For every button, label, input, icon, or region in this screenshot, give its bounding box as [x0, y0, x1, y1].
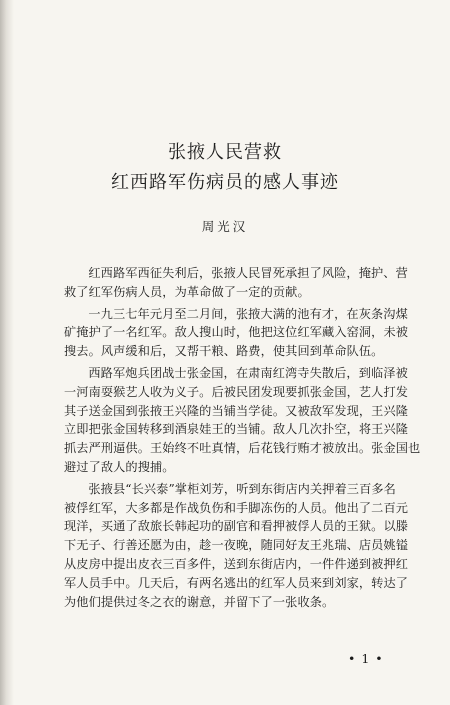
- text-line: 红西路军西征失利后，张掖人民冒死承担了风险，掩护、营: [88, 266, 408, 280]
- article-body: [64, 264, 421, 611]
- text-line: 下无子、行善还愿为由，趁一夜晚，随同好友王兆瑞、店员姚镒: [64, 538, 409, 553]
- text-line: 一九三七年元月至二月间，张掖大满的池有才，在灰条沟煤: [88, 306, 408, 321]
- page-number: • 1 •: [348, 651, 384, 666]
- text-line: 张掖县“长兴泰”掌柜刘芳，听到东街店内关押着三百多名: [88, 481, 396, 496]
- paragraph: [64, 480, 409, 612]
- text-line: 西路军炮兵团战士张金国，在肃南红湾寺失散后，到临泽被: [88, 365, 408, 380]
- text-line: 现洋，买通了敌旅长韩起功的副官和看押被俘人员的王狱。以滕: [64, 519, 409, 534]
- text-line: 被俘红军，大多都是作战负伤和手脚冻伤的人员。他出了二百元: [64, 500, 409, 515]
- text-line: 矿掩护了一名红军。敌人搜山时，他把这位红军藏入窑洞，未被: [64, 325, 409, 340]
- text-line: 从皮房中提出皮衣三百多件，送到东街店内，一件件递到被押红: [64, 556, 409, 571]
- text-line: 为他们提供过冬之衣的谢意，并留下了一张收条。: [64, 594, 335, 609]
- title-line-1: 张掖人民营救: [168, 142, 282, 163]
- text-line: 救了红军伤病人员，为革命做了一定的贡献。: [64, 284, 310, 299]
- text-line: 避过了敌人的搜捕。: [64, 459, 175, 474]
- page-edge-shadow: [0, 0, 14, 705]
- text-line: 一河南耍猴艺人收为义子。后被民团发现要抓张金国，艺人打发: [64, 384, 409, 399]
- paragraph: [64, 264, 408, 302]
- text-line: 抓去严刑逼供。王始终不吐真情，后花钱行贿才被放出。张金国也: [64, 441, 421, 456]
- paragraph: [64, 364, 421, 477]
- text-line: 搜去。风声缓和后，又帮干粮、路费，使其回到革命队伍。: [64, 344, 384, 359]
- paragraph: [64, 305, 409, 361]
- text-line: 军人员手中。几天后，有两名逃出的红军人员来到刘家，转达了: [64, 575, 409, 590]
- title-line-2: 红西路军伤病员的感人事迹: [111, 172, 339, 193]
- author-name: 周光汉: [201, 219, 249, 234]
- text-line: 其子送金国到张掖王兴隆的当铺当学徒。又被敌军发现，王兴隆: [64, 403, 409, 418]
- text-line: 立即把张金国转移到酒泉娃王的当铺。敌人几次扑空，将王兴隆: [64, 422, 409, 437]
